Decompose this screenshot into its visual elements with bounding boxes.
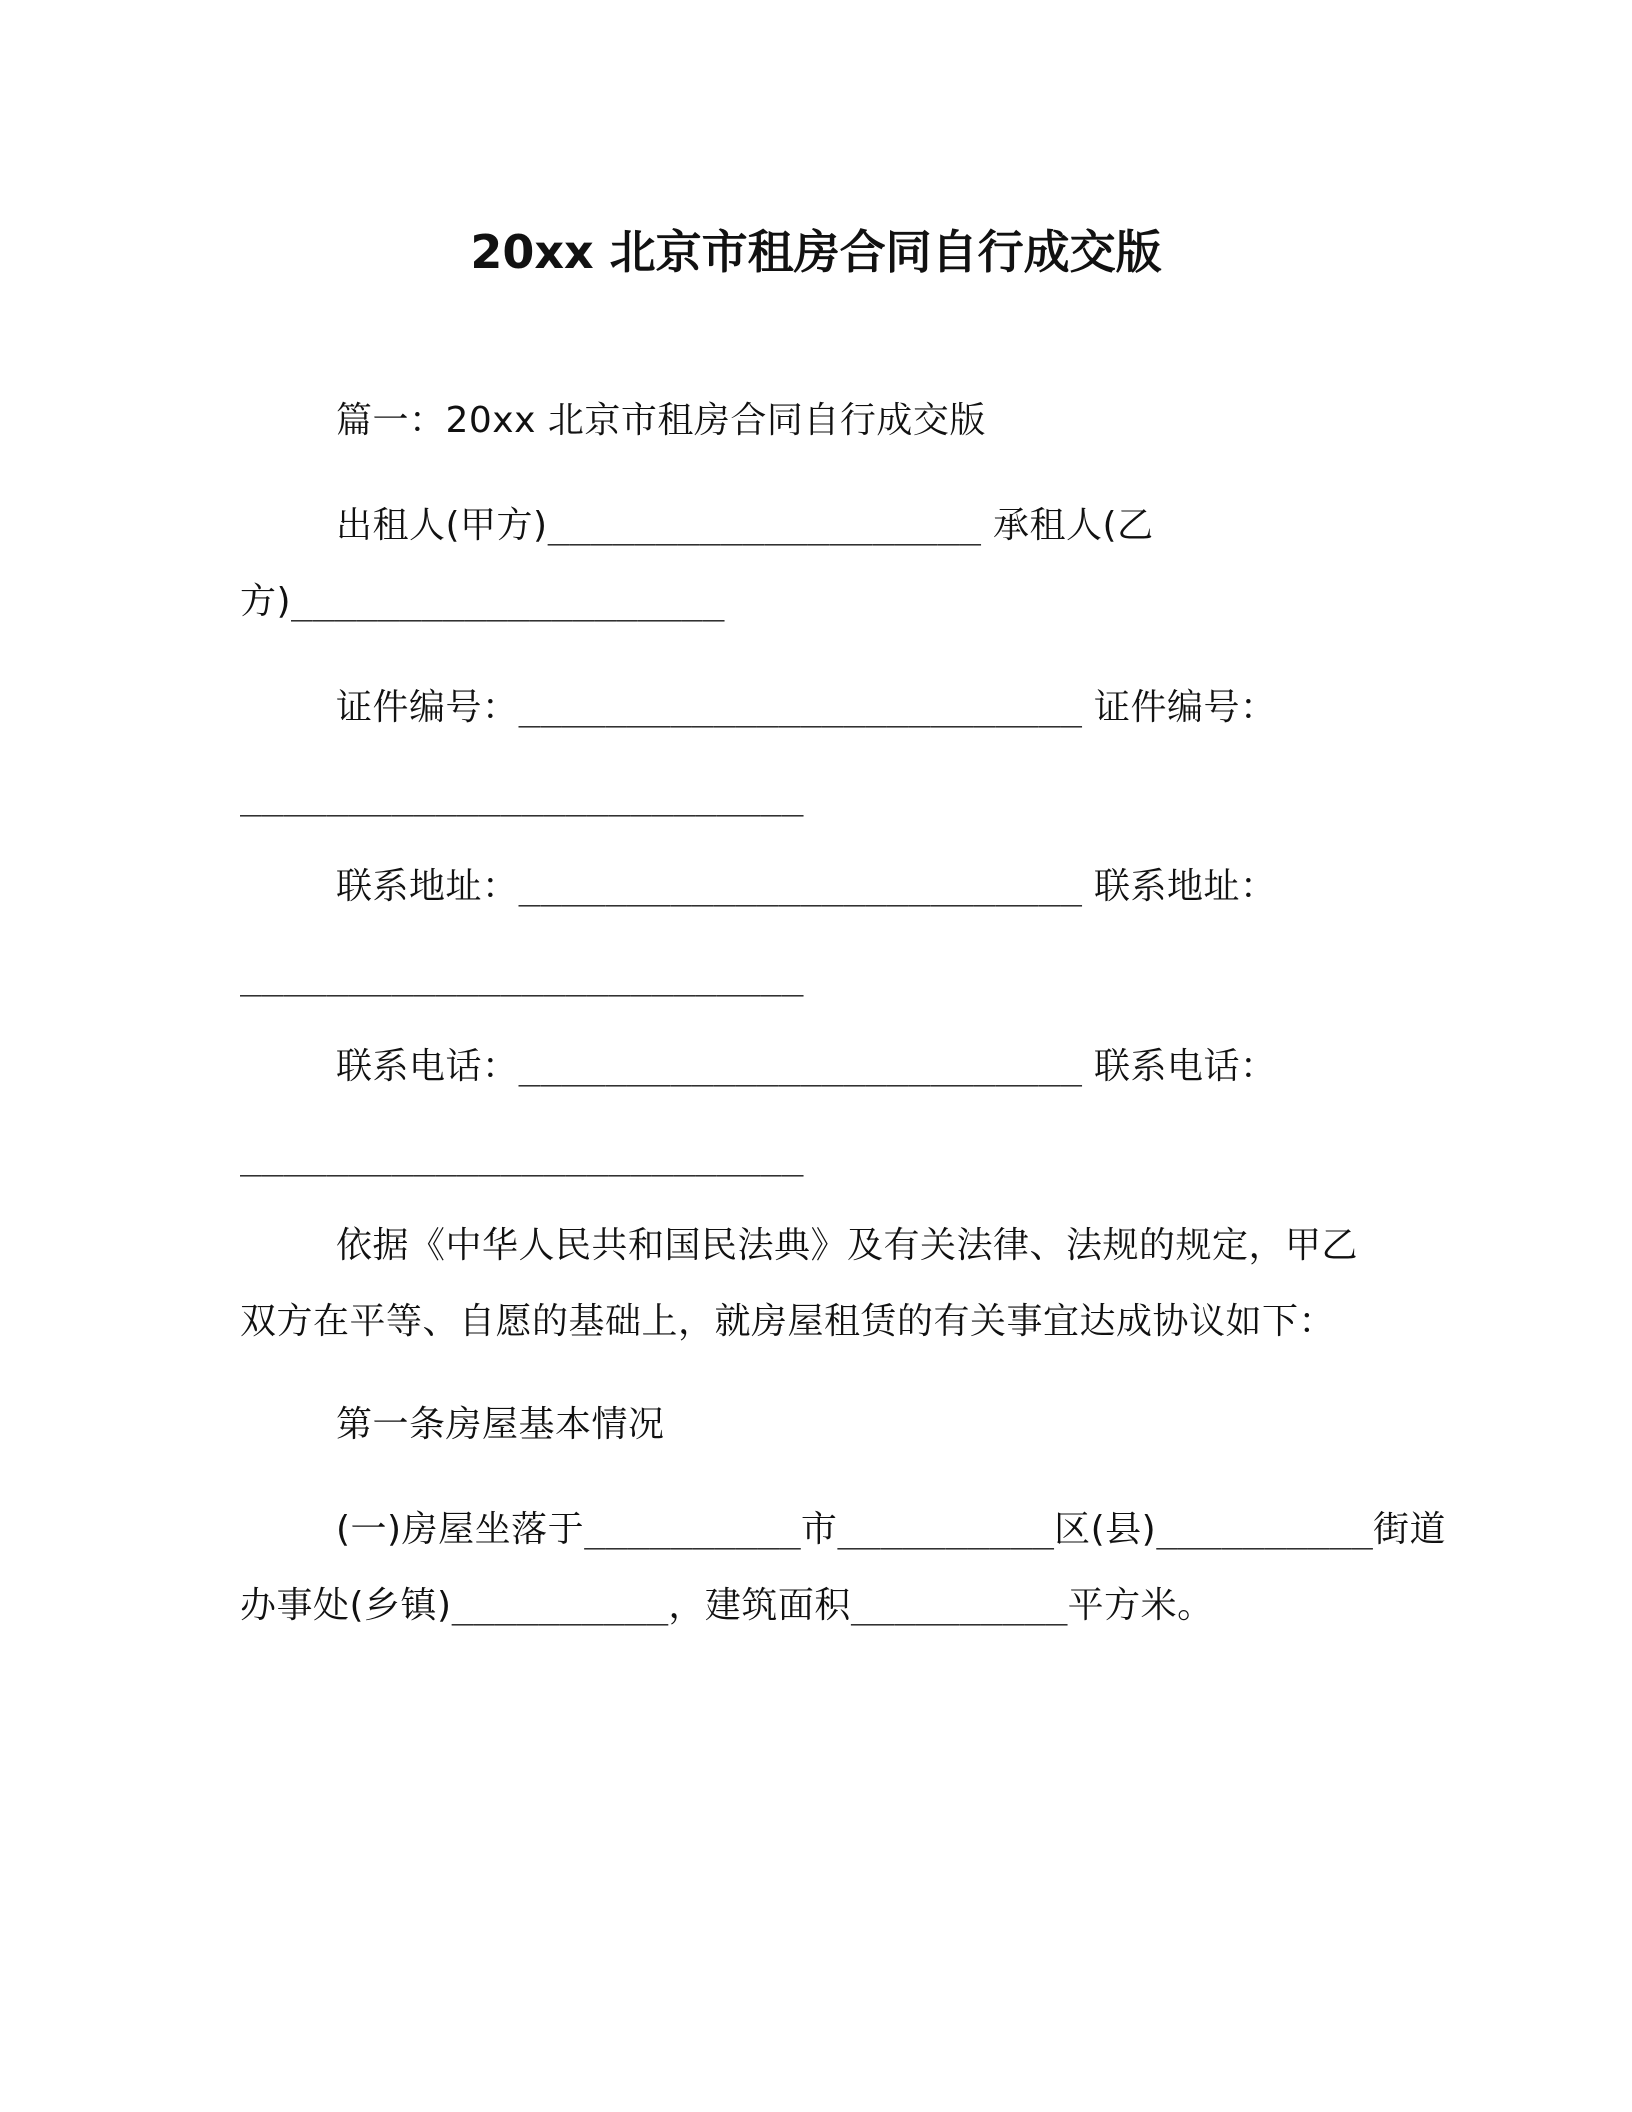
address-blank-b: __________________________ bbox=[240, 956, 804, 997]
city-label: 市 bbox=[800, 1509, 838, 1550]
id-number-line-2 bbox=[240, 773, 804, 821]
article-1-heading: 第一条房屋基本情况 bbox=[336, 1404, 665, 1445]
address-label-a: 联系地址： bbox=[336, 866, 519, 907]
lessor-blank: ____________________ bbox=[547, 505, 982, 546]
lessee-label-cont: 方) bbox=[240, 581, 292, 622]
phone-blank-b: __________________________ bbox=[240, 1136, 804, 1177]
street-label: 街道 bbox=[1372, 1509, 1446, 1550]
lessee-label: 承租人(乙 bbox=[993, 505, 1154, 546]
lessor-label: 出租人(甲方) bbox=[336, 505, 548, 546]
district-blank: __________ bbox=[837, 1509, 1055, 1550]
document-title: 20xx 北京市租房合同自行成交版 bbox=[470, 225, 1162, 279]
preamble-line-2: 双方在平等、自愿的基础上，就房屋租赁的有关事宜达成协议如下： bbox=[240, 1301, 1336, 1342]
street-blank: __________ bbox=[1156, 1509, 1373, 1550]
area-label: ，建筑面积 bbox=[668, 1585, 851, 1626]
id-number-label-b: 证件编号： bbox=[1094, 687, 1277, 728]
phone-line-2 bbox=[240, 1133, 804, 1181]
city-blank: __________ bbox=[584, 1509, 801, 1550]
lessee-blank: ____________________ bbox=[291, 581, 725, 622]
section-heading: 篇一：20xx 北京市租房合同自行成交版 bbox=[336, 400, 986, 441]
clause-1-prefix: (一)房屋坐落于 bbox=[336, 1509, 585, 1550]
area-unit: 平方米。 bbox=[1067, 1585, 1214, 1626]
id-number-label-a: 证件编号： bbox=[336, 687, 519, 728]
clause-1-line-2 bbox=[240, 1582, 1214, 1630]
phone-blank-a: __________________________ bbox=[518, 1046, 1083, 1087]
id-number-blank-a: __________________________ bbox=[518, 687, 1083, 728]
phone-label-b: 联系电话： bbox=[1094, 1046, 1277, 1087]
address-line-2 bbox=[240, 953, 804, 1001]
district-label: 区(县) bbox=[1054, 1509, 1157, 1550]
parties-line-1 bbox=[336, 502, 1154, 550]
address-blank-a: __________________________ bbox=[518, 866, 1083, 907]
parties-line-2 bbox=[240, 578, 725, 626]
id-number-line bbox=[336, 684, 1277, 732]
preamble-line-1: 依据《中华人民共和国民法典》及有关法律、法规的规定，甲乙 bbox=[336, 1225, 1359, 1266]
area-blank: __________ bbox=[850, 1585, 1068, 1626]
office-label: 办事处(乡镇) bbox=[240, 1585, 452, 1626]
id-number-blank-b: __________________________ bbox=[240, 776, 804, 817]
phone-line bbox=[336, 1043, 1277, 1091]
clause-1-line-1 bbox=[336, 1506, 1446, 1554]
office-blank: __________ bbox=[451, 1585, 669, 1626]
phone-label-a: 联系电话： bbox=[336, 1046, 519, 1087]
address-label-b: 联系地址： bbox=[1094, 866, 1277, 907]
address-line bbox=[336, 863, 1277, 911]
